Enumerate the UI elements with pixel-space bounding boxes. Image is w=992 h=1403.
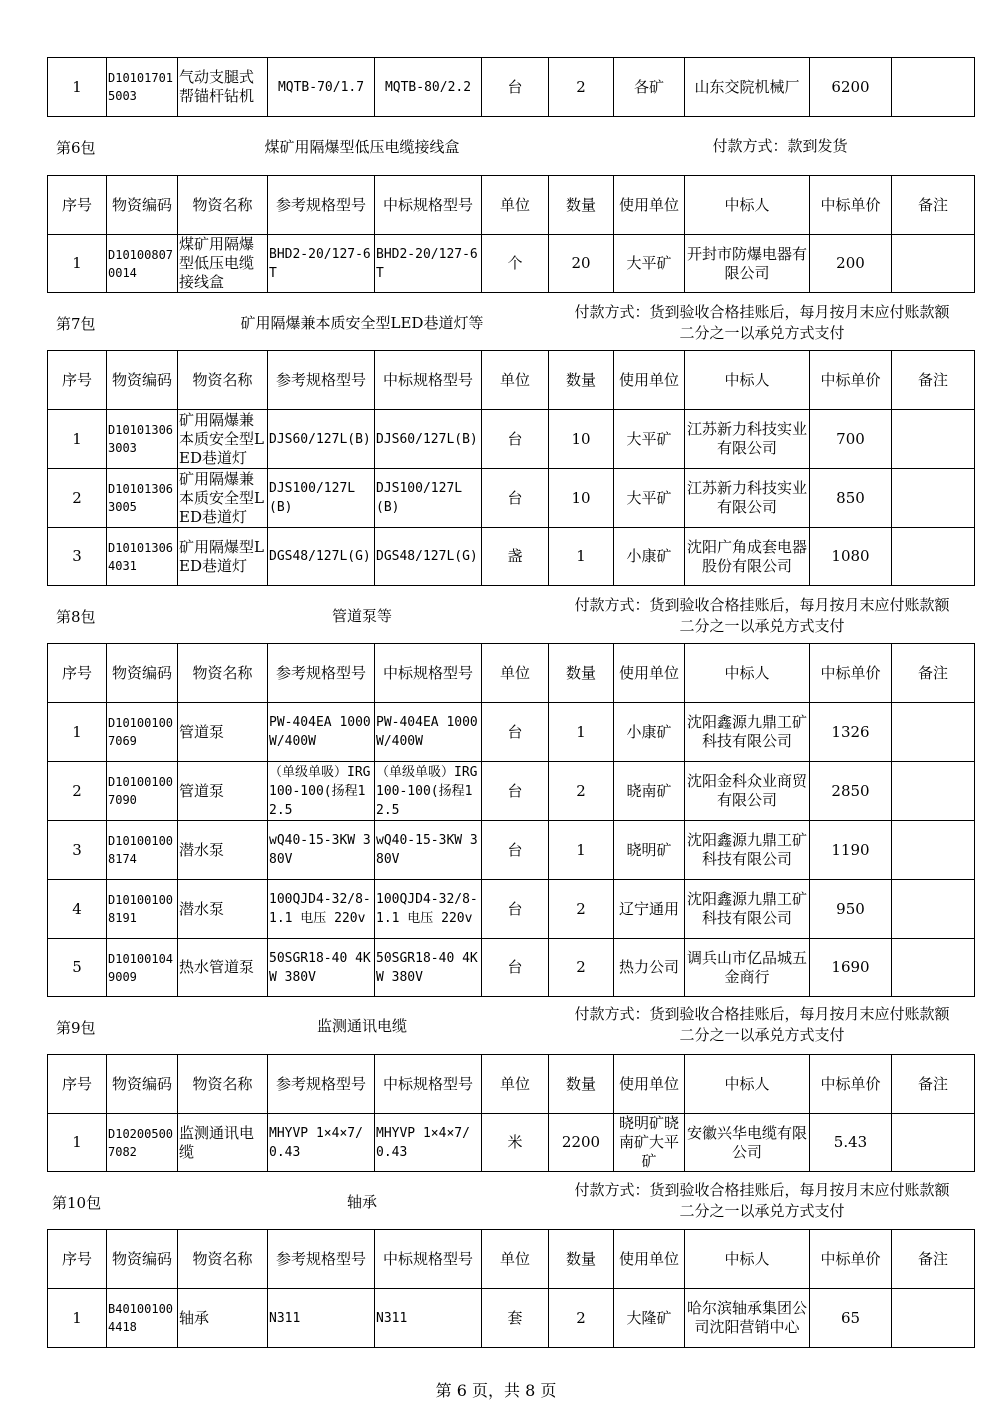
cell-name: 矿用隔爆兼本质安全型LED巷道灯 xyxy=(178,410,268,469)
header-name: 物资名称 xyxy=(178,1230,268,1289)
header-user: 使用单位 xyxy=(614,1055,685,1114)
cell-no: 4 xyxy=(48,880,107,939)
header-winner: 中标人 xyxy=(685,644,810,703)
header-ref-spec: 参考规格型号 xyxy=(268,1230,375,1289)
cell-price: 1080 xyxy=(810,528,892,586)
payment-terms-line2: 二分之一以承兑方式支付 xyxy=(679,1026,845,1044)
cell-note xyxy=(892,821,975,880)
payment-terms-line1: 付款方式：货到验收合格挂账后，每月按月末应付账款额 xyxy=(574,1181,950,1199)
cell-user: 大平矿 xyxy=(614,235,685,293)
cell-qty: 20 xyxy=(549,235,614,293)
header-code: 物资编码 xyxy=(107,1230,178,1289)
header-code: 物资编码 xyxy=(107,644,178,703)
header-bid-spec: 中标规格型号 xyxy=(375,644,482,703)
cell-price: 5.43 xyxy=(810,1114,892,1172)
cell-no: 1 xyxy=(48,58,107,117)
header-note: 备注 xyxy=(892,644,975,703)
cell-qty: 10 xyxy=(549,469,614,528)
cell-name: 潜水泵 xyxy=(178,821,268,880)
cell-bid-spec: MQTB-80/2.2 xyxy=(375,58,482,117)
cell-name: 管道泵 xyxy=(178,762,268,821)
cell-note xyxy=(892,235,975,293)
payment-terms xyxy=(548,1180,976,1222)
cell-user: 小康矿 xyxy=(614,528,685,586)
payment-terms-line1: 付款方式：货到验收合格挂账后，每月按月末应付账款额 xyxy=(574,1005,950,1023)
header-unit: 单位 xyxy=(482,644,549,703)
cell-unit: 台 xyxy=(482,939,549,997)
header-unit: 单位 xyxy=(482,351,549,410)
header-user: 使用单位 xyxy=(614,351,685,410)
payment-terms-line1: 付款方式：货到验收合格挂账后，每月按月末应付账款额 xyxy=(574,596,950,614)
cell-unit: 台 xyxy=(482,410,549,469)
package-title: 矿用隔爆兼本质安全型LED巷道灯等 xyxy=(240,314,484,332)
cell-no: 1 xyxy=(48,703,107,762)
cell-winner: 沈阳鑫源九鼎工矿科技有限公司 xyxy=(685,880,810,939)
header-row xyxy=(48,644,975,703)
package-title: 管道泵等 xyxy=(331,607,392,625)
header-row xyxy=(48,1055,975,1114)
header-note: 备注 xyxy=(892,351,975,410)
header-no: 序号 xyxy=(48,644,107,703)
cell-note xyxy=(892,469,975,528)
cell-user: 晓明矿晓南矿大平矿 xyxy=(614,1114,685,1172)
header-bid-spec: 中标规格型号 xyxy=(375,176,482,235)
cell-code: D101001007069 xyxy=(107,703,178,762)
cell-bid-spec: 50SGR18-40 4KW 380V xyxy=(375,939,482,997)
header-name: 物资名称 xyxy=(178,176,268,235)
package-title: 煤矿用隔爆型低压电缆接线盒 xyxy=(264,138,460,156)
page-footer: 第 6 页，共 8 页 xyxy=(435,1381,557,1400)
cell-no: 2 xyxy=(48,469,107,528)
header-unit: 单位 xyxy=(482,176,549,235)
cell-user: 大隆矿 xyxy=(614,1289,685,1348)
header-qty: 数量 xyxy=(549,644,614,703)
cell-ref-spec: 50SGR18-40 4KW 380V xyxy=(268,939,375,997)
package-title: 轴承 xyxy=(346,1193,377,1211)
header-winner: 中标人 xyxy=(685,176,810,235)
header-price: 中标单价 xyxy=(810,351,892,410)
cell-note xyxy=(892,58,975,117)
cell-bid-spec: 100QJD4-32/8-1.1 电压 220v xyxy=(375,880,482,939)
cell-unit: 台 xyxy=(482,703,549,762)
cell-code: D101013064031 xyxy=(107,528,178,586)
cell-ref-spec: 100QJD4-32/8-1.1 电压 220v xyxy=(268,880,375,939)
cell-user: 大平矿 xyxy=(614,410,685,469)
header-row xyxy=(48,1230,975,1289)
cell-name: 气动支腿式帮锚杆钻机 xyxy=(178,58,268,117)
cell-winner: 哈尔滨轴承集团公司沈阳营销中心 xyxy=(685,1289,810,1348)
cell-price: 65 xyxy=(810,1289,892,1348)
cell-ref-spec: （单级单吸）IRG100-100(扬程12.5 xyxy=(268,762,375,821)
cell-bid-spec: wQ40-15-3KW 380V xyxy=(375,821,482,880)
cell-winner: 山东交院机械厂 xyxy=(685,58,810,117)
cell-note xyxy=(892,1289,975,1348)
table-row xyxy=(48,1114,975,1172)
payment-terms-line2: 二分之一以承兑方式支付 xyxy=(679,617,845,635)
table-row xyxy=(48,880,975,939)
cell-code: D101013063003 xyxy=(107,410,178,469)
package-10-table xyxy=(47,1229,975,1348)
cell-unit: 套 xyxy=(482,1289,549,1348)
cell-price: 1326 xyxy=(810,703,892,762)
package-title: 监测通讯电缆 xyxy=(316,1017,407,1035)
payment-terms: 付款方式：款到发货 xyxy=(712,137,848,155)
header-price: 中标单价 xyxy=(810,644,892,703)
cell-no: 3 xyxy=(48,528,107,586)
cell-unit: 米 xyxy=(482,1114,549,1172)
header-user: 使用单位 xyxy=(614,1230,685,1289)
cell-code: D101001008191 xyxy=(107,880,178,939)
cell-bid-spec: （单级单吸）IRG100-100(扬程12.5 xyxy=(375,762,482,821)
cell-price: 200 xyxy=(810,235,892,293)
table-row xyxy=(48,821,975,880)
header-qty: 数量 xyxy=(549,176,614,235)
cell-ref-spec: MHYVP 1×4×7/0.43 xyxy=(268,1114,375,1172)
cell-code: D101017015003 xyxy=(107,58,178,117)
cell-winner: 沈阳鑫源九鼎工矿科技有限公司 xyxy=(685,703,810,762)
cell-no: 1 xyxy=(48,1289,107,1348)
cell-no: 1 xyxy=(48,410,107,469)
header-qty: 数量 xyxy=(549,351,614,410)
header-ref-spec: 参考规格型号 xyxy=(268,351,375,410)
cell-name: 监测通讯电缆 xyxy=(178,1114,268,1172)
cell-unit: 台 xyxy=(482,821,549,880)
package-7-table xyxy=(47,350,975,586)
payment-terms xyxy=(548,302,976,344)
cell-user: 大平矿 xyxy=(614,469,685,528)
cell-name: 矿用隔爆型LED巷道灯 xyxy=(178,528,268,586)
header-name: 物资名称 xyxy=(178,1055,268,1114)
package-number: 第8包 xyxy=(56,608,96,626)
cell-code: D101008070014 xyxy=(107,235,178,293)
header-name: 物资名称 xyxy=(178,351,268,410)
cell-qty: 2200 xyxy=(549,1114,614,1172)
header-code: 物资编码 xyxy=(107,351,178,410)
cell-qty: 1 xyxy=(549,528,614,586)
header-winner: 中标人 xyxy=(685,351,810,410)
cell-qty: 1 xyxy=(549,821,614,880)
header-code: 物资编码 xyxy=(107,1055,178,1114)
cell-note xyxy=(892,703,975,762)
header-no: 序号 xyxy=(48,351,107,410)
table-row xyxy=(48,939,975,997)
header-price: 中标单价 xyxy=(810,1230,892,1289)
header-row xyxy=(48,176,975,235)
package-number: 第10包 xyxy=(52,1194,102,1212)
header-no: 序号 xyxy=(48,1230,107,1289)
header-user: 使用单位 xyxy=(614,644,685,703)
cell-code: D101001008174 xyxy=(107,821,178,880)
header-bid-spec: 中标规格型号 xyxy=(375,351,482,410)
header-ref-spec: 参考规格型号 xyxy=(268,644,375,703)
cell-bid-spec: MHYVP 1×4×7/0.43 xyxy=(375,1114,482,1172)
cell-price: 850 xyxy=(810,469,892,528)
cell-qty: 1 xyxy=(549,703,614,762)
cell-ref-spec: MQTB-70/1.7 xyxy=(268,58,375,117)
header-note: 备注 xyxy=(892,1055,975,1114)
cell-winner: 江苏新力科技实业有限公司 xyxy=(685,410,810,469)
payment-terms-line2: 二分之一以承兑方式支付 xyxy=(679,324,845,342)
table-row xyxy=(48,762,975,821)
package-9-table xyxy=(47,1054,975,1172)
header-code: 物资编码 xyxy=(107,176,178,235)
cell-user: 辽宁通用 xyxy=(614,880,685,939)
header-ref-spec: 参考规格型号 xyxy=(268,176,375,235)
cell-bid-spec: PW-404EA 1000W/400W xyxy=(375,703,482,762)
table-row xyxy=(48,703,975,762)
cell-ref-spec: BHD2-20/127-6T xyxy=(268,235,375,293)
cell-note xyxy=(892,939,975,997)
cell-qty: 2 xyxy=(549,880,614,939)
header-note: 备注 xyxy=(892,176,975,235)
cell-note xyxy=(892,528,975,586)
cell-no: 5 xyxy=(48,939,107,997)
cell-winner: 沈阳鑫源九鼎工矿科技有限公司 xyxy=(685,821,810,880)
header-qty: 数量 xyxy=(549,1055,614,1114)
cell-price: 2850 xyxy=(810,762,892,821)
cell-bid-spec: DGS48/127L(G) xyxy=(375,528,482,586)
cell-user: 热力公司 xyxy=(614,939,685,997)
cell-no: 3 xyxy=(48,821,107,880)
cell-code: B401001004418 xyxy=(107,1289,178,1348)
header-ref-spec: 参考规格型号 xyxy=(268,1055,375,1114)
cell-no: 2 xyxy=(48,762,107,821)
cell-ref-spec: wQ40-15-3KW 380V xyxy=(268,821,375,880)
cell-ref-spec: N311 xyxy=(268,1289,375,1348)
header-winner: 中标人 xyxy=(685,1055,810,1114)
cell-ref-spec: PW-404EA 1000W/400W xyxy=(268,703,375,762)
cell-note xyxy=(892,762,975,821)
payment-terms xyxy=(548,1004,976,1046)
cell-qty: 2 xyxy=(549,58,614,117)
cell-code: D101001049009 xyxy=(107,939,178,997)
cell-unit: 盏 xyxy=(482,528,549,586)
cell-no: 1 xyxy=(48,1114,107,1172)
cell-price: 1190 xyxy=(810,821,892,880)
cell-note xyxy=(892,1114,975,1172)
header-name: 物资名称 xyxy=(178,644,268,703)
cell-name: 轴承 xyxy=(178,1289,268,1348)
header-bid-spec: 中标规格型号 xyxy=(375,1055,482,1114)
cell-unit: 个 xyxy=(482,235,549,293)
cell-qty: 2 xyxy=(549,939,614,997)
header-note: 备注 xyxy=(892,1230,975,1289)
cell-winner: 江苏新力科技实业有限公司 xyxy=(685,469,810,528)
table-row xyxy=(48,235,975,293)
header-user: 使用单位 xyxy=(614,176,685,235)
cell-price: 950 xyxy=(810,880,892,939)
cell-bid-spec: DJS100/127L(B) xyxy=(375,469,482,528)
table-row xyxy=(48,1289,975,1348)
cell-price: 6200 xyxy=(810,58,892,117)
cell-name: 管道泵 xyxy=(178,703,268,762)
header-no: 序号 xyxy=(48,1055,107,1114)
header-unit: 单位 xyxy=(482,1055,549,1114)
header-price: 中标单价 xyxy=(810,1055,892,1114)
cell-user: 晓南矿 xyxy=(614,762,685,821)
cell-user: 晓明矿 xyxy=(614,821,685,880)
cell-code: D101001007090 xyxy=(107,762,178,821)
table-row xyxy=(48,469,975,528)
cell-winner: 安徽兴华电缆有限公司 xyxy=(685,1114,810,1172)
cell-winner: 调兵山市亿品城五金商行 xyxy=(685,939,810,997)
cell-name: 热水管道泵 xyxy=(178,939,268,997)
cell-code: D101013063005 xyxy=(107,469,178,528)
cell-unit: 台 xyxy=(482,58,549,117)
cell-bid-spec: DJS60/127L(B) xyxy=(375,410,482,469)
header-qty: 数量 xyxy=(549,1230,614,1289)
cell-name: 矿用隔爆兼本质安全型LED巷道灯 xyxy=(178,469,268,528)
cell-note xyxy=(892,880,975,939)
package-number: 第7包 xyxy=(56,315,96,333)
header-price: 中标单价 xyxy=(810,176,892,235)
cell-price: 700 xyxy=(810,410,892,469)
cell-user: 各矿 xyxy=(614,58,685,117)
continued-table xyxy=(47,57,975,117)
cell-winner: 沈阳广角成套电器股份有限公司 xyxy=(685,528,810,586)
table-row xyxy=(48,58,975,117)
header-row xyxy=(48,351,975,410)
cell-qty: 2 xyxy=(549,762,614,821)
cell-unit: 台 xyxy=(482,880,549,939)
cell-winner: 沈阳金科众业商贸有限公司 xyxy=(685,762,810,821)
header-unit: 单位 xyxy=(482,1230,549,1289)
table-row xyxy=(48,528,975,586)
cell-price: 1690 xyxy=(810,939,892,997)
cell-user: 小康矿 xyxy=(614,703,685,762)
table-row xyxy=(48,410,975,469)
cell-unit: 台 xyxy=(482,762,549,821)
package-8-table xyxy=(47,643,975,997)
cell-bid-spec: N311 xyxy=(375,1289,482,1348)
cell-name: 煤矿用隔爆型低压电缆接线盒 xyxy=(178,235,268,293)
header-no: 序号 xyxy=(48,176,107,235)
cell-ref-spec: DGS48/127L(G) xyxy=(268,528,375,586)
package-6-table xyxy=(47,175,975,293)
cell-winner: 开封市防爆电器有限公司 xyxy=(685,235,810,293)
header-bid-spec: 中标规格型号 xyxy=(375,1230,482,1289)
package-number: 第9包 xyxy=(56,1019,96,1037)
cell-note xyxy=(892,410,975,469)
payment-terms-line1: 付款方式：货到验收合格挂账后，每月按月末应付账款额 xyxy=(574,303,950,321)
payment-terms xyxy=(548,595,976,637)
cell-ref-spec: DJS100/127L(B) xyxy=(268,469,375,528)
payment-terms-line2: 二分之一以承兑方式支付 xyxy=(679,1202,845,1220)
package-number: 第6包 xyxy=(56,139,96,157)
cell-ref-spec: DJS60/127L(B) xyxy=(268,410,375,469)
cell-no: 1 xyxy=(48,235,107,293)
cell-code: D102005007082 xyxy=(107,1114,178,1172)
cell-bid-spec: BHD2-20/127-6T xyxy=(375,235,482,293)
header-winner: 中标人 xyxy=(685,1230,810,1289)
cell-qty: 2 xyxy=(549,1289,614,1348)
cell-qty: 10 xyxy=(549,410,614,469)
cell-name: 潜水泵 xyxy=(178,880,268,939)
cell-unit: 台 xyxy=(482,469,549,528)
